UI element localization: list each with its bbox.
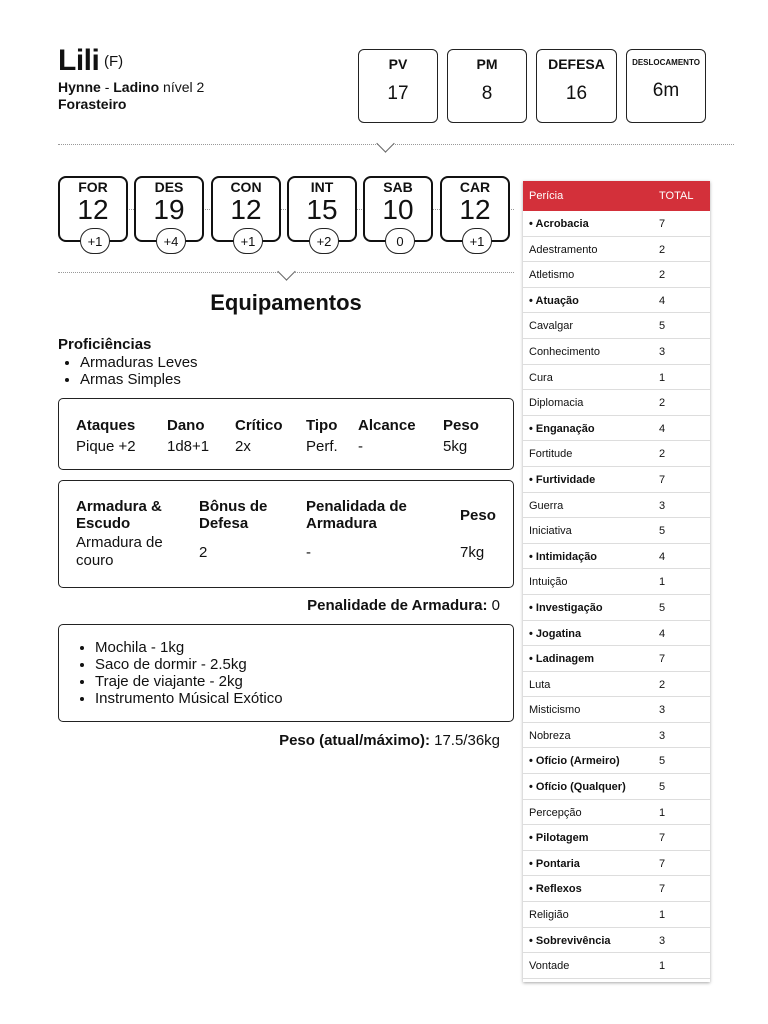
character-race: Hynne [58,79,101,95]
stat-pm [447,49,527,123]
list-item: • Mochila - 1kg [95,639,283,656]
skill-name: • Atuação [529,294,579,307]
attacks-box [58,398,514,470]
stat-value: 17 [387,83,409,104]
skill-name: • Sobrevivência [529,934,611,947]
skill-row [523,723,710,749]
armor-table [76,497,500,571]
table-cell: 7kg [460,543,485,561]
weight-label: Peso (atual/máximo): [279,732,430,749]
attribute-abbr: CON [230,179,262,195]
skills-header-skill: Perícia [529,190,564,202]
character-gender: (F) [104,53,124,70]
column-header: Tipo [306,416,338,434]
attribute-modifier: +1 [462,228,492,254]
attribute-modifier: +1 [233,228,263,254]
skill-name: Atletismo [529,269,575,282]
skill-row [523,288,710,314]
attribute-score: 12 [230,194,262,225]
attribute-abbr: DES [154,179,184,195]
skill-row [523,416,710,442]
proficiencies-title: Proficiências [58,336,152,353]
attribute-modifier: 0 [385,228,415,254]
stat-label: DEFESA [548,56,605,72]
skill-row [523,876,710,902]
character-class: Ladino [113,79,160,95]
section-divider-notch [277,262,295,280]
skill-name: Nobreza [529,729,571,742]
header-divider [58,144,734,146]
proficiencies-list [58,354,198,388]
skill-name: Percepção [529,806,582,819]
column-header: Crítico [235,416,283,434]
skill-total: 2 [659,269,666,282]
table-row [76,435,486,457]
skill-row [523,825,710,851]
skill-name: • Pilotagem [529,832,589,845]
skill-row [523,902,710,928]
table-cell: 2x [235,437,251,455]
attribute-abbr: INT [310,179,334,195]
stat-pv [358,49,438,123]
skill-row [523,697,710,723]
skill-name: Conhecimento [529,345,600,358]
skill-row [523,748,710,774]
skill-row [523,518,710,544]
column-header: Alcance [358,416,416,434]
skill-row [523,467,710,493]
armor-penalty [58,597,500,614]
table-cell: Perf. [306,437,338,455]
skill-row [523,800,710,826]
skill-name: Religião [529,909,569,922]
skills-table [523,181,710,982]
attribute-score: 12 [77,194,109,225]
skill-total: 2 [659,448,666,461]
skill-total: 5 [659,525,666,538]
skill-name: Fortitude [529,448,573,461]
skill-name: • Ofício (Armeiro) [529,755,620,768]
skill-row [523,441,710,467]
table-cell: - [306,543,311,561]
skill-total: 5 [659,755,666,768]
skill-name: • Ladinagem [529,653,594,666]
attacks-table [76,415,486,457]
skill-name: Diplomacia [529,397,584,410]
skill-row [523,774,710,800]
table-header-row [76,415,486,435]
skill-name: • Enganação [529,422,595,435]
character-name: Lili [58,44,100,77]
skill-total: 7 [659,832,666,845]
character-level: nível 2 [163,79,205,95]
list-item: • Saco de dormir - 2.5kg [95,656,283,673]
skill-total: 3 [659,704,666,717]
armor-penalty-value: 0 [491,597,500,614]
skills-header [523,181,710,211]
stat-defesa [536,49,617,123]
skill-total: 7 [659,218,666,230]
character-origin: Forasteiro [58,96,127,112]
stat-value: 8 [481,83,493,104]
skill-total: 3 [659,499,666,512]
skill-name: • Intimidação [529,550,598,563]
armor-penalty-label: Penalidade de Armadura: [307,597,488,614]
skill-total: 1 [659,371,666,384]
weight-summary [58,732,500,749]
list-item: • Armaduras Leves [80,354,198,371]
skill-total: 3 [659,345,666,358]
stat-label: PV [388,56,408,72]
stat-deslocamento [626,49,706,123]
table-cell: 2 [199,543,208,561]
skill-row [523,672,710,698]
column-header: Armadura & Escudo [76,498,162,532]
skill-name: Guerra [529,499,564,512]
table-cell: - [358,437,363,455]
skill-name: Intuição [529,576,568,589]
stat-label: PM [476,56,498,72]
column-header: Ataques [76,416,136,434]
skill-total: 2 [659,243,666,256]
skill-row [523,595,710,621]
list-item: • Instrumento Músical Exótico [95,690,283,707]
race-class-separator: - [104,79,110,95]
skill-row [523,211,710,237]
skill-name: • Reflexos [529,883,582,896]
skill-name: • Pontaria [529,857,580,870]
skill-row [523,544,710,570]
equipment-title: Equipamentos [210,290,362,315]
skill-name: • Acrobacia [529,218,589,230]
skill-total: 7 [659,473,666,486]
attribute-abbr: FOR [78,179,108,195]
skill-total: 2 [659,678,666,691]
weight-value: 17.5/36kg [434,732,500,749]
skill-row [523,313,710,339]
skill-total: 7 [659,857,666,870]
stat-value: 16 [565,83,588,104]
table-cell: 1d8+1 [167,437,210,455]
skill-total: 1 [659,909,666,922]
skill-name: Misticismo [529,704,581,717]
skill-name: • Furtividade [529,473,596,486]
attribute-abbr: SAB [383,179,413,195]
skill-name: Cura [529,371,553,384]
skill-row [523,851,710,877]
list-item: • Traje de viajante - 2kg [95,673,283,690]
skill-total: 4 [659,550,666,563]
attribute-score: 10 [382,194,414,225]
table-cell: Armadura de couro [76,534,163,569]
column-header: Penalidada de Armadura [306,498,407,532]
skill-row [523,237,710,263]
skill-name: Luta [529,678,551,691]
header-divider-notch [376,134,394,152]
skill-row [523,953,710,979]
items-box [58,624,514,722]
skills-header-total: TOTAL [659,190,694,202]
column-header: Peso [460,506,496,524]
skill-total: 1 [659,806,666,819]
skill-row [523,339,710,365]
attribute-abbr: CAR [459,179,491,195]
attribute-modifier: +2 [309,228,339,254]
skill-total: 1 [659,576,666,589]
skill-total: 2 [659,397,666,410]
skill-row [523,262,710,288]
skills-rows [523,211,710,979]
skill-row [523,646,710,672]
table-row [76,533,500,571]
skill-total: 5 [659,601,666,614]
attribute-modifier: +4 [156,228,186,254]
skill-name: Vontade [529,960,570,973]
skill-total: 7 [659,653,666,666]
skill-name: • Ofício (Qualquer) [529,781,626,794]
skill-row [523,493,710,519]
skill-total: 7 [659,883,666,896]
attribute-score: 19 [153,194,185,225]
armor-box [58,480,514,588]
skill-name: Cavalgar [529,320,574,333]
items-list [73,639,283,707]
skill-name: Adestramento [529,243,598,256]
skill-row [523,928,710,954]
skill-total: 3 [659,729,666,742]
skill-total: 4 [659,627,666,640]
skill-name: • Investigação [529,601,603,614]
skill-total: 1 [659,960,666,973]
skill-row [523,390,710,416]
skill-row [523,621,710,647]
attribute-score: 12 [459,194,491,225]
table-cell: 5kg [443,437,468,455]
skill-row [523,569,710,595]
character-race-class [58,79,204,95]
table-cell: Pique +2 [76,437,136,455]
skill-row [523,365,710,391]
list-item: • Armas Simples [80,371,198,388]
attribute-score: 15 [306,194,338,225]
skill-total: 5 [659,781,666,794]
column-header: Bônus de Defesa [199,498,268,532]
column-header: Peso [443,416,479,434]
skill-total: 5 [659,320,666,333]
stat-label: DESLOCAMENTO [632,58,700,67]
column-header: Dano [167,416,205,434]
stat-value: 6m [652,80,680,101]
skill-total: 4 [659,422,666,435]
skill-name: Iniciativa [529,525,572,538]
skill-total: 4 [659,294,666,307]
attribute-modifier: +1 [80,228,110,254]
skill-total: 3 [659,934,666,947]
skill-name: • Jogatina [529,627,582,640]
table-header-row [76,497,500,533]
